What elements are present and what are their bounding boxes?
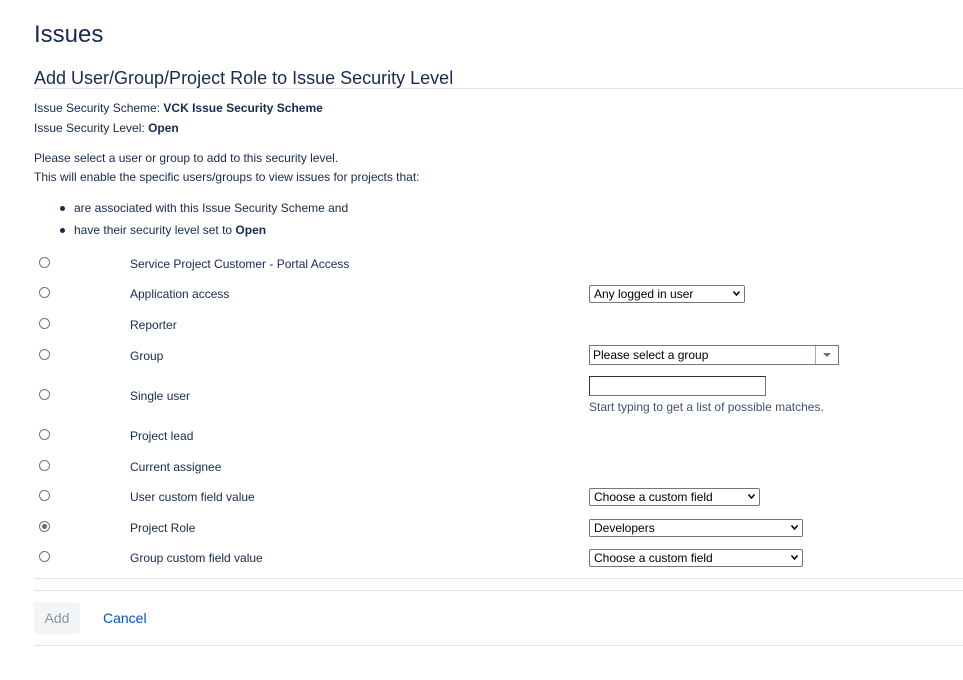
group-picker[interactable]	[589, 345, 839, 365]
label-group: Group	[130, 349, 164, 363]
label-service-customer: Service Project Customer - Portal Access	[130, 257, 350, 271]
add-button[interactable]: Add	[34, 602, 80, 634]
radio-group[interactable]	[39, 349, 50, 360]
level-value: Open	[148, 121, 179, 135]
radio-single-user[interactable]	[39, 389, 50, 400]
scheme-label: Issue Security Scheme:	[34, 101, 161, 115]
group-picker-value: Please select a group	[593, 348, 709, 362]
label-project-role: Project Role	[130, 521, 196, 535]
label-single-user: Single user	[130, 389, 191, 403]
chevron-down-icon	[791, 525, 798, 530]
label-reporter: Reporter	[130, 318, 177, 332]
dropdown-arrow-icon[interactable]	[823, 353, 831, 357]
radio-reporter[interactable]	[39, 318, 50, 329]
condition-item: are associated with this Issue Security Scheme and	[34, 200, 348, 222]
user-custom-field-select[interactable]: Choose a custom field	[589, 488, 760, 506]
radio-application-access[interactable]	[39, 287, 50, 298]
description-line-2: This will enable the specific users/groups to view issues for projects that:	[34, 170, 420, 184]
condition-list	[34, 200, 348, 244]
chevron-down-icon	[791, 555, 798, 560]
application-access-select[interactable]: Any logged in user	[589, 285, 745, 303]
scheme-info	[34, 100, 323, 116]
single-user-input[interactable]	[589, 376, 766, 396]
label-application-access: Application access	[130, 287, 230, 301]
level-label: Issue Security Level:	[34, 121, 145, 135]
group-custom-field-select[interactable]: Choose a custom field	[589, 549, 803, 567]
scheme-value: VCK Issue Security Scheme	[163, 101, 323, 115]
section-title: Add User/Group/Project Role to Issue Security Level	[34, 68, 454, 88]
condition-item: have their security level set to Open	[34, 222, 348, 244]
level-info	[34, 120, 179, 136]
description-line-1: Please select a user or group to add to this security level.	[34, 151, 339, 165]
page-title: Issues	[34, 21, 104, 48]
footer-divider	[34, 645, 963, 646]
label-project-lead: Project lead	[130, 429, 194, 443]
label-current-assignee: Current assignee	[130, 460, 222, 474]
radio-user-custom-field[interactable]	[39, 490, 50, 501]
cancel-button[interactable]: Cancel	[100, 602, 150, 634]
label-group-custom-field: Group custom field value	[130, 551, 263, 565]
radio-current-assignee[interactable]	[39, 460, 50, 471]
project-role-select[interactable]: Developers	[589, 519, 803, 537]
form-divider	[34, 590, 963, 591]
label-user-custom-field: User custom field value	[130, 490, 255, 504]
chevron-down-icon	[733, 291, 740, 296]
single-user-hint: Start typing to get a list of possible matches.	[589, 400, 824, 414]
radio-project-role[interactable]	[39, 521, 50, 532]
chevron-down-icon	[748, 494, 755, 499]
radio-group-custom-field[interactable]	[39, 551, 50, 562]
title-divider	[34, 88, 963, 89]
radio-project-lead[interactable]	[39, 429, 50, 440]
form-divider	[34, 578, 963, 579]
radio-service-customer[interactable]	[39, 257, 50, 268]
